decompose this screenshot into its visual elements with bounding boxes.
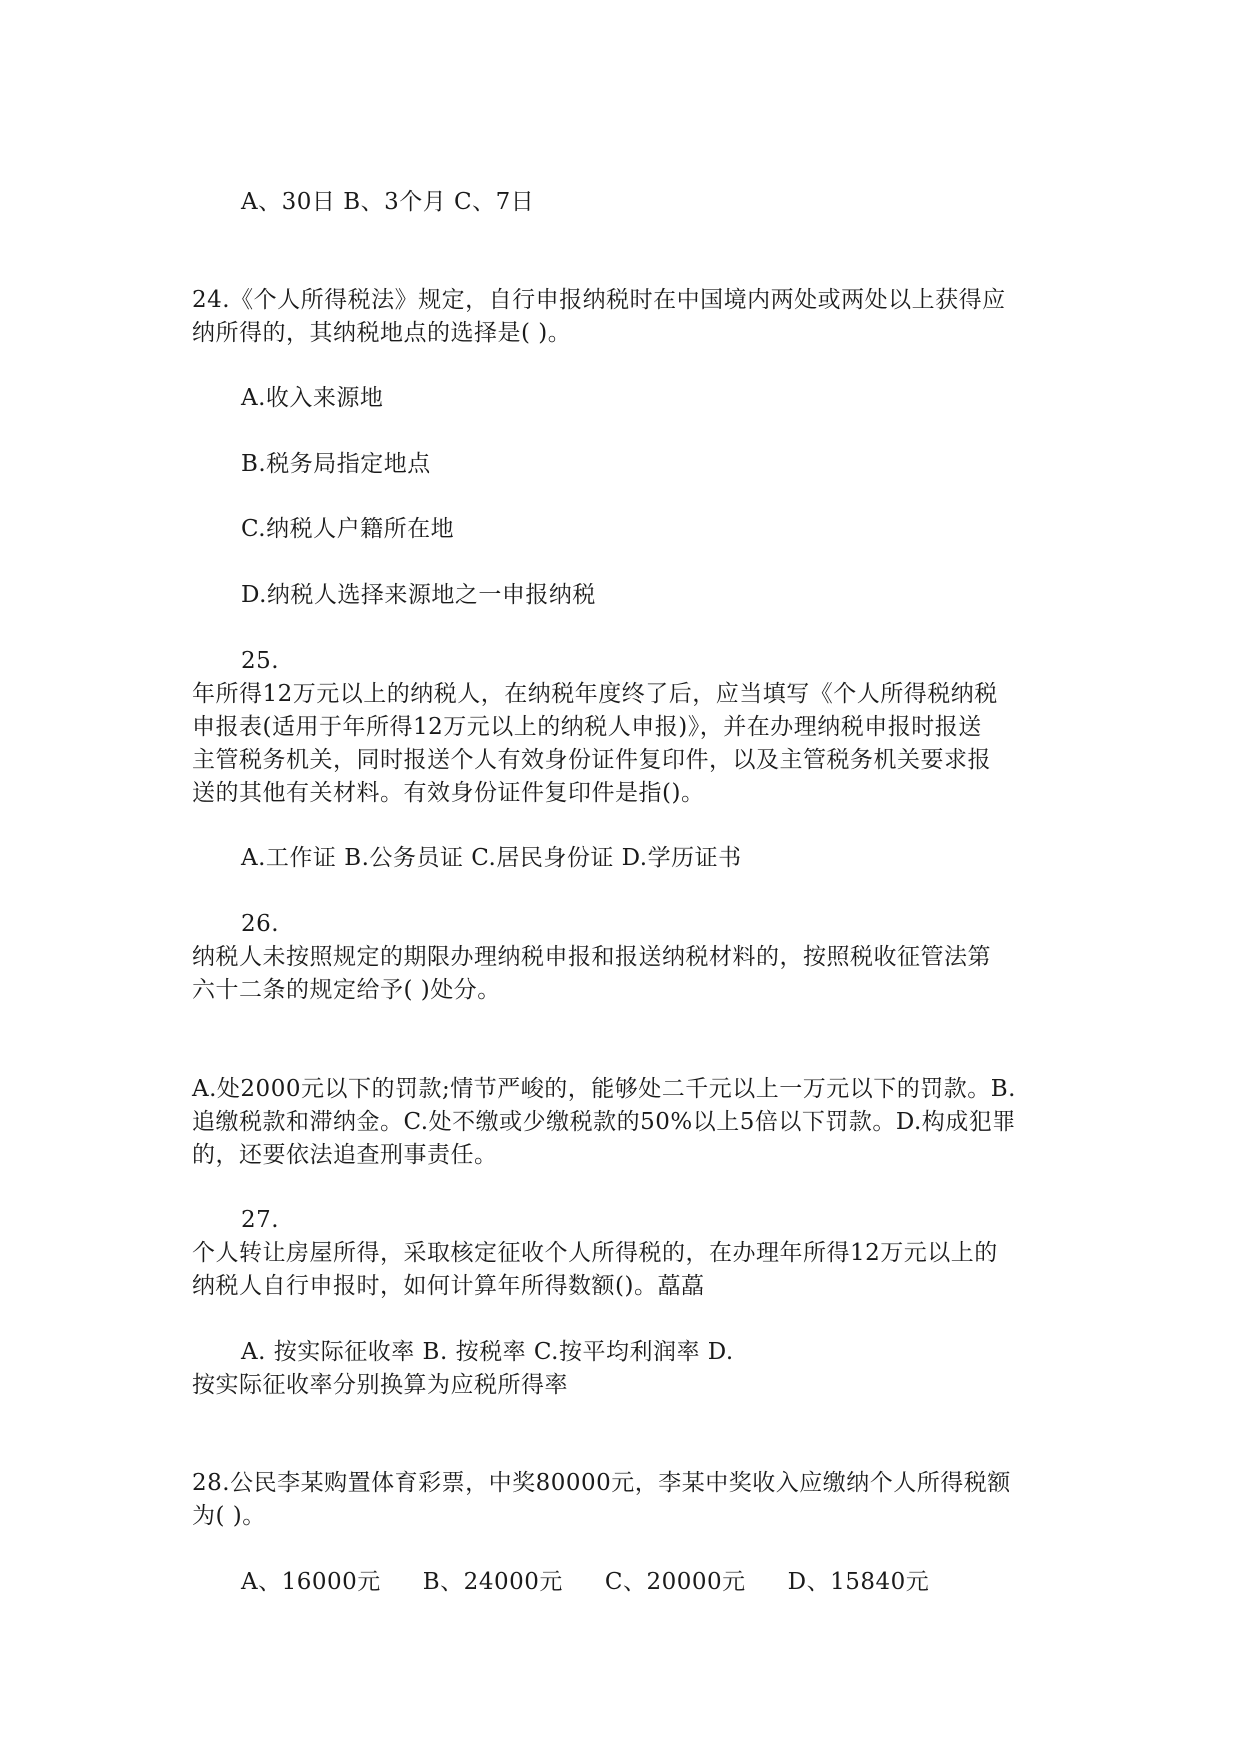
q24-stem-line-2: 纳所得的，其纳税地点的选择是( )。 xyxy=(192,320,572,346)
q24-stem-line-1: 24.《个人所得税法》规定，自行申报纳税时在中国境内两处或两处以上获得应 xyxy=(192,287,1006,313)
q28-option-c: C、20000元 xyxy=(604,1569,746,1595)
q28-option-a: A、16000元 xyxy=(241,1569,381,1595)
q28-stem-line-1: 28.公民李某购置体育彩票，中奖80000元，李某中奖收入应缴纳个人所得税额 xyxy=(192,1470,1011,1496)
q25-stem-line-1: 年所得12万元以上的纳税人，在纳税年度终了后，应当填写《个人所得税纳税 xyxy=(192,681,998,707)
q25-stem-line-4: 送的其他有关材料。有效身份证件复印件是指()。 xyxy=(192,780,705,806)
q26-stem-line-2: 六十二条的规定给予( )处分。 xyxy=(192,977,501,1003)
q26-options-line-3: 的，还要依法追查刑事责任。 xyxy=(192,1142,498,1168)
q27-stem-line-2: 纳税人自行申报时，如何计算年所得数额()。藠藠 xyxy=(192,1273,705,1299)
q24-option-d: D.纳税人选择来源地之一申报纳税 xyxy=(241,582,596,608)
q28-option-d: D、15840元 xyxy=(787,1569,930,1595)
q25-options: A.工作证 B.公务员证 C.居民身份证 D.学历证书 xyxy=(241,845,742,871)
q23-options: A、30日 B、3个月 C、7日 xyxy=(241,189,535,215)
q26-stem-line-1: 纳税人未按照规定的期限办理纳税申报和报送纳税材料的，按照税收征管法第 xyxy=(192,944,991,970)
q25-number: 25. xyxy=(241,648,280,674)
q24-option-c: C.纳税人户籍所在地 xyxy=(241,516,455,542)
q26-options-line-1: A.处2000元以下的罚款;情节严峻的，能够处二千元以上一万元以下的罚款。B. xyxy=(192,1076,1016,1102)
q27-number: 27. xyxy=(241,1207,280,1233)
q28-stem-line-2: 为( )。 xyxy=(192,1503,266,1529)
q26-options-line-2: 追缴税款和滞纳金。C.处不缴或少缴税款的50%以上5倍以下罚款。D.构成犯罪 xyxy=(192,1109,1016,1135)
q25-stem-line-2: 申报表(适用于年所得12万元以上的纳税人申报)》，并在办理纳税申报时报送 xyxy=(192,714,982,740)
q28-options xyxy=(241,1571,929,1594)
q26-number: 26. xyxy=(241,911,280,937)
q28-option-b: B、24000元 xyxy=(422,1569,563,1595)
q27-options-line-1: A. 按实际征收率 B. 按税率 C.按平均利润率 D. xyxy=(241,1339,734,1365)
q27-options-line-2: 按实际征收率分别换算为应税所得率 xyxy=(192,1372,568,1398)
q27-stem-line-1: 个人转让房屋所得，采取核定征收个人所得税的，在办理年所得12万元以上的 xyxy=(192,1240,998,1266)
q24-option-a: A.收入来源地 xyxy=(241,385,384,411)
q25-stem-line-3: 主管税务机关，同时报送个人有效身份证件复印件，以及主管税务机关要求报 xyxy=(192,747,991,773)
q24-option-b: B.税务局指定地点 xyxy=(241,451,431,477)
